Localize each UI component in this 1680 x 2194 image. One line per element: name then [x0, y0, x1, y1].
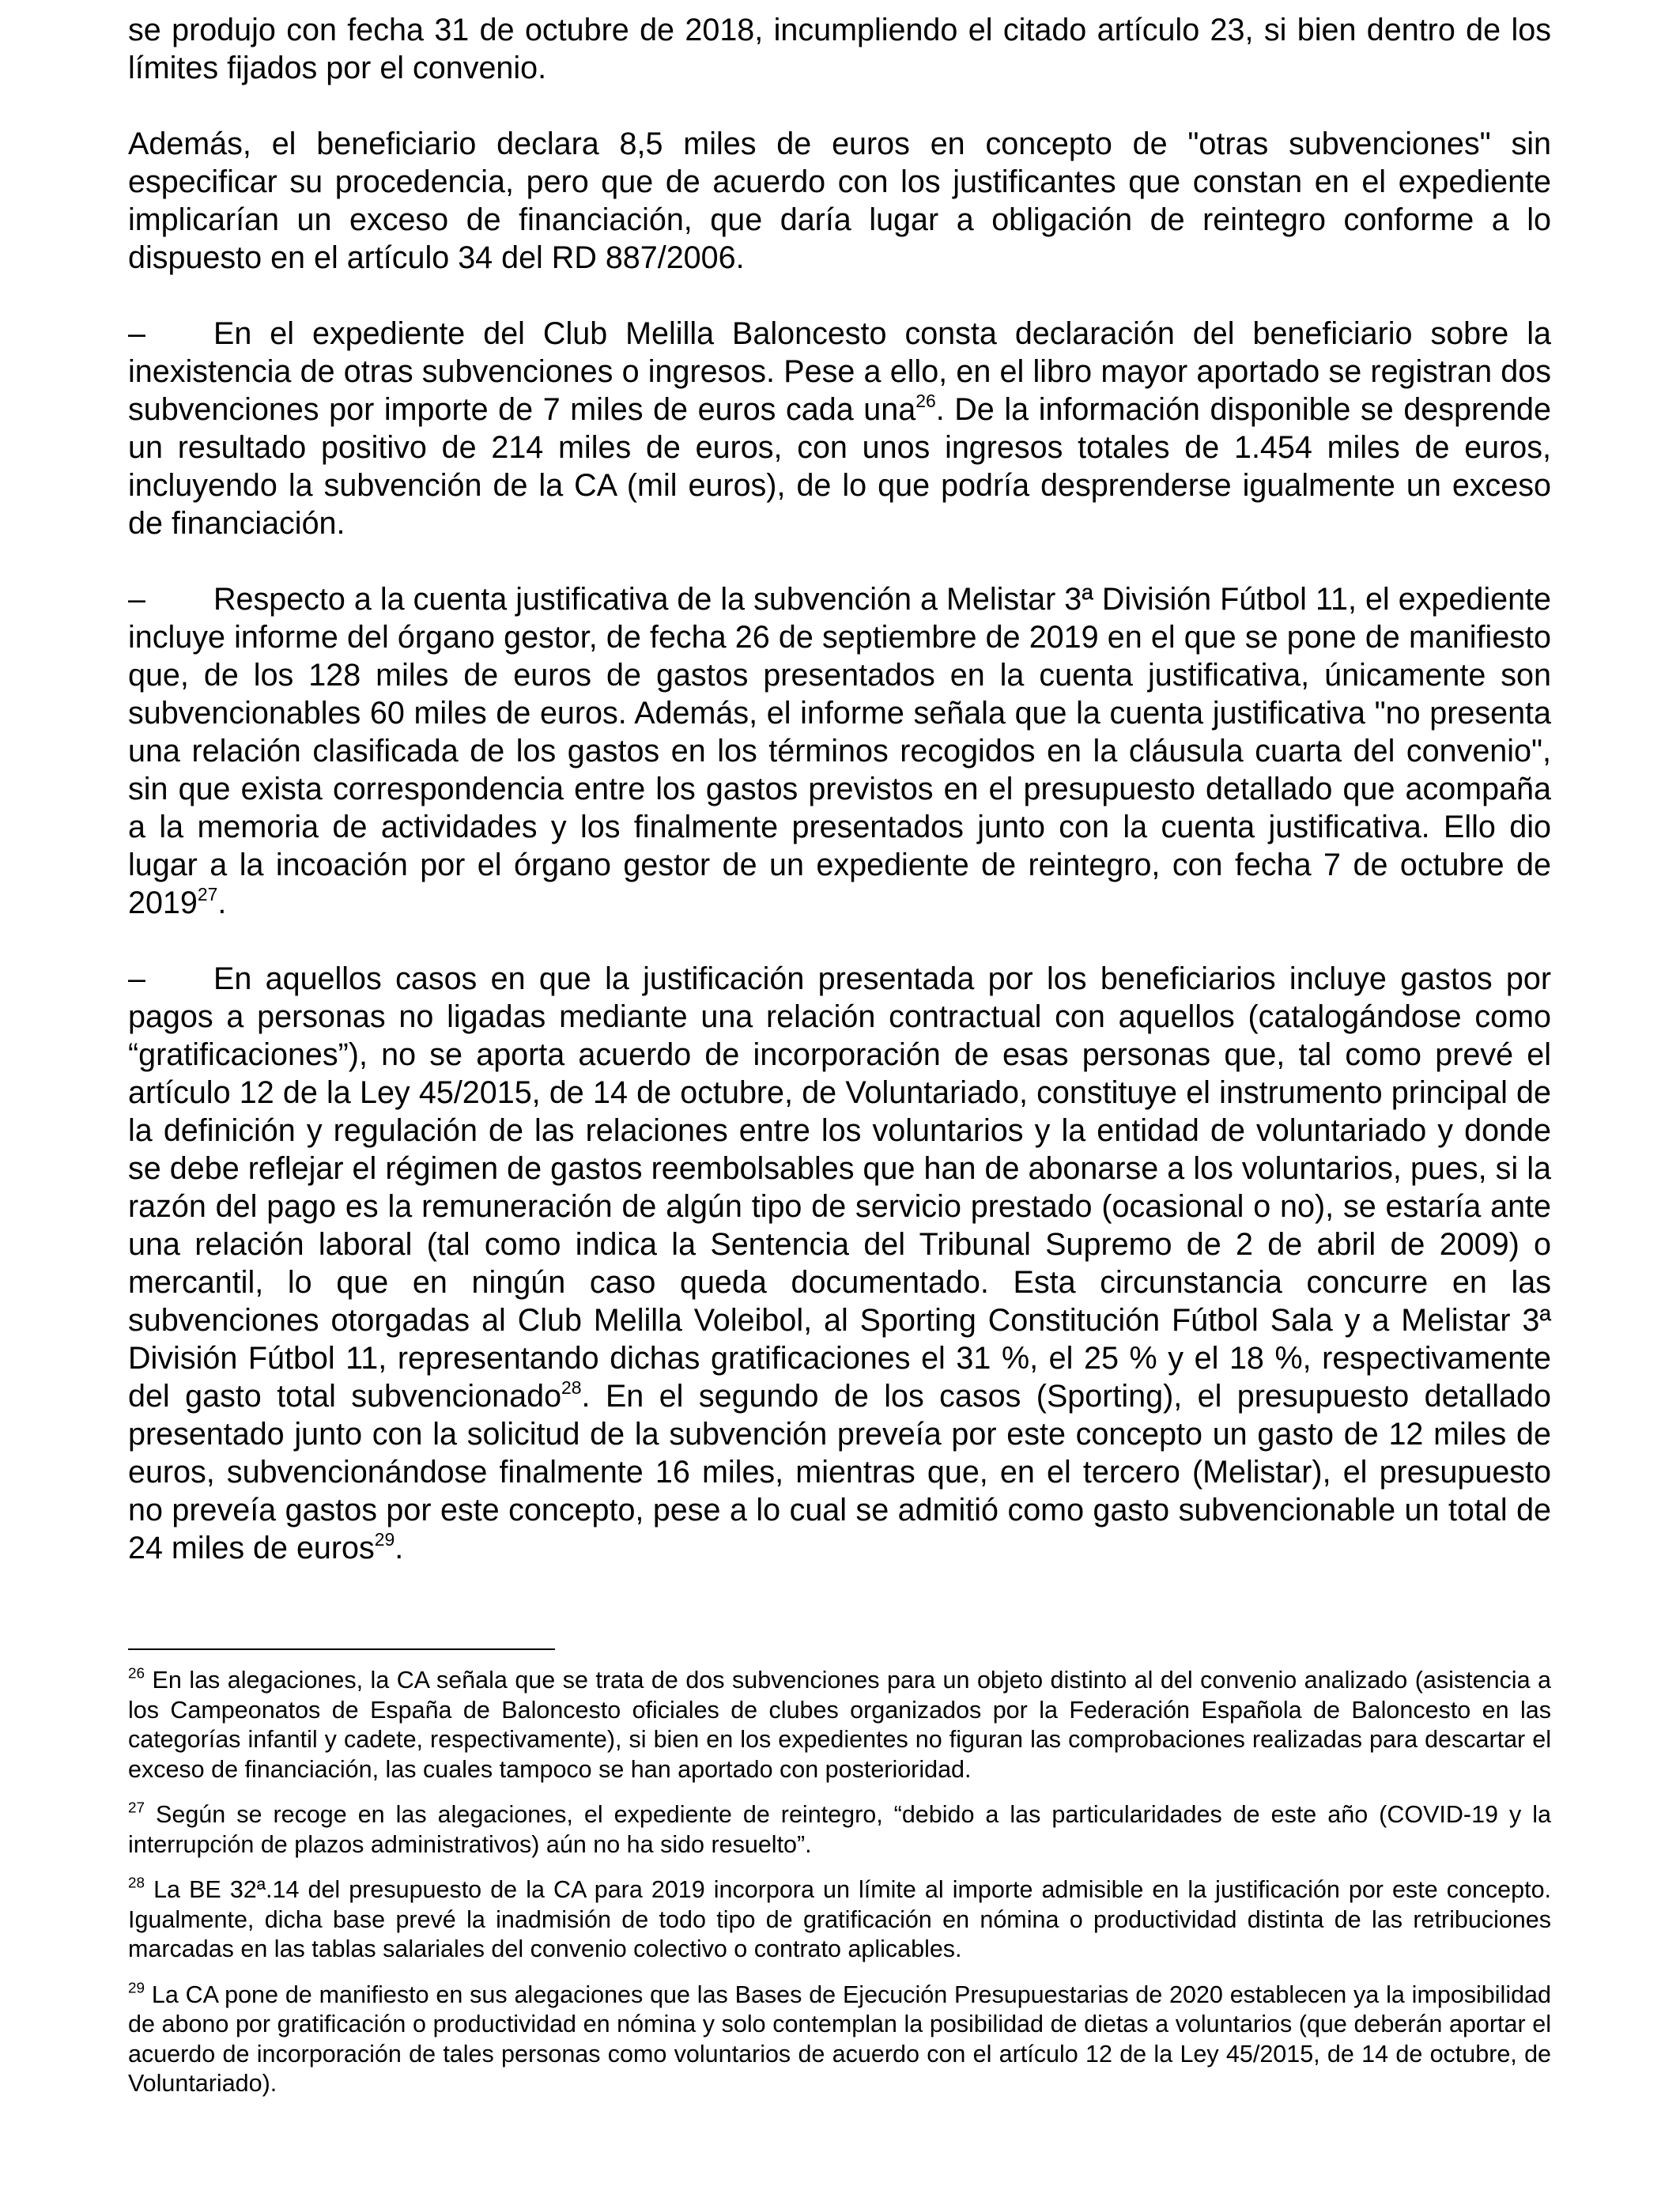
bullet-gratificaciones: [128, 960, 1551, 1567]
bullet-dash: –: [128, 582, 145, 617]
footnote-number: 26: [128, 1665, 145, 1682]
footnote-28: [128, 1875, 1551, 1965]
bullet-dash: –: [128, 316, 145, 351]
footnote-ref-29[interactable]: 29: [374, 1528, 395, 1550]
paragraph-text: Respecto a la cuenta justificativa de la subvención a Melistar 3ª División Fútbol 11, el expediente incluye informe del órgano gestor, de fecha 26 de septiembre de 2019 en el que se pone de manifiesto que, de los 128 miles de euros de gastos presentados en la cuenta justificativa, únicamente son subvencionables 60 miles de euros. Además, el informe señala que la cuenta justificativa "no presenta una relación clasificada de los gastos en los términos recogidos en la cláusula cuarta del convenio", sin que exista correspondencia entre los gastos previstos en el presupuesto detallado que acompaña a la memoria de actividades y los finalmente presentados junto con la cuenta justificativa. Ello dio lugar a la incoación por el órgano gestor de un expediente de reintegro, con fecha 7 de octubre de 2019: [128, 582, 1551, 920]
paragraph-text: se produjo con fecha 31 de octubre de 2018, incumpliendo el citado artículo 23, si bien dentro de los límites fijados por el convenio.: [128, 13, 1551, 85]
footnote-text: Según se recoge en las alegaciones, el expediente de reintegro, “debido a las particularidades de este año (COVID-19 y la interrupción de plazos administrativos) aún no ha sido resuelto”.: [128, 1801, 1551, 1858]
paragraph-text: .: [217, 886, 227, 920]
paragraph-otras-subvenciones: [128, 125, 1551, 277]
paragraph-text: En aquellos casos en que la justificación presentada por los beneficiarios incluye gastos por pagos a personas no ligadas mediante una relación contractual con aquellos (catalogándose como “gratificaciones”), no se aporta acuerdo de incorporación de esas personas que, tal como prevé el artículo 12 de la Ley 45/2015, de 14 de octubre, de Voluntariado, constituye el instrumento principal de la definición y regulación de las relaciones entre los voluntarios y la entidad de voluntariado y donde se debe reflejar el régimen de gastos reembolsables que han de abonarse a los voluntarios, pues, si la razón del pago es la remuneración de algún tipo de servicio prestado (ocasional o no), se estaría ante una relación laboral (tal como indica la Sentencia del Tribunal Supremo de 2 de abril de 2009) o mercantil, lo que en ningún caso queda documentado. Esta circunstancia concurre en las subvenciones otorgadas al Club Melilla Voleibol, al Sporting Constitución Fútbol Sala y a Melistar 3ª División Fútbol 11, representando dichas gratificaciones el 31 %, el 25 % y el 18 %, respectivamente del gasto total subvencionado: [128, 961, 1551, 1414]
footnote-text: En las alegaciones, la CA señala que se trata de dos subvenciones para un objeto distinto al del convenio analizado (asistencia a los Campeonatos de España de Baloncesto oficiales de clubes organizados por la Federación Española de Baloncesto en las categorías infantil y cadete, respectivamente), si bien en los expedientes no figuran las comprobaciones realizadas para descartar el exceso de financiación, las cuales tampoco se han aportado con posterioridad.: [128, 1667, 1551, 1783]
footnote-number: 29: [128, 1980, 145, 1997]
footnote-ref-28[interactable]: 28: [561, 1376, 582, 1398]
paragraph-text: .: [395, 1531, 404, 1565]
footnote-ref-27[interactable]: 27: [197, 883, 218, 904]
bullet-dash: –: [128, 961, 145, 996]
footnote-text: La BE 32ª.14 del presupuesto de la CA para 2019 incorpora un límite al importe admisible en la justificación por este concepto. Igualmente, dicha base prevé la inadmisión de todo tipo de gratificación en nómina o productividad distinta de las retribuciones marcadas en las tablas salariales del convenio colectivo o contrato aplicables.: [128, 1876, 1551, 1962]
footnotes: [128, 1666, 1551, 2115]
footnote-text: La CA pone de manifiesto en sus alegaciones que las Bases de Ejecución Presupuestarias de 2020 establecen ya la imposibilidad de abono por gratificación o productividad en nómina y solo contemplan la posibilidad de dietas a voluntarios (que deberán aportar el acuerdo de incorporación de tales personas como voluntarios de acuerdo con el artículo 12 de la Ley 45/2015, de 14 de octubre, de Voluntariado).: [128, 1981, 1551, 2097]
paragraph-text: . En el segundo de los casos (Sporting), el presupuesto detallado presentado junto con la solicitud de la subvención preveía por este concepto un gasto de 12 miles de euros, subvencionándose finalmente 16 miles, mientras que, en el tercero (Melistar), el presupuesto no preveía gastos por este concepto, pese a lo cual se admitió como gasto subvencionable un total de 24 miles de euros: [128, 1379, 1551, 1565]
paragraph-text: . De la información disponible se desprende un resultado positivo de 214 miles de euros, con unos ingresos totales de 1.454 miles de euros, incluyendo la subvención de la CA (mil euros), de lo que podría desprenderse igualmente un exceso de financiación.: [128, 392, 1551, 541]
footnote-separator: [128, 1648, 555, 1650]
footnote-29: [128, 1981, 1551, 2099]
document-page: [128, 11, 1551, 2097]
footnote-number: 28: [128, 1875, 145, 1892]
paragraph-text: En el expediente del Club Melilla Baloncesto consta declaración del beneficiario sobre la inexistencia de otras subvenciones o ingresos. Pese a ello, en el libro mayor aportado se registran dos subvenciones por importe de 7 miles de euros cada una: [128, 316, 1551, 427]
bullet-melistar: [128, 580, 1551, 922]
footnote-ref-26[interactable]: 26: [916, 390, 936, 411]
paragraph-continuation: [128, 11, 1551, 87]
footnote-27: [128, 1800, 1551, 1860]
paragraph-text: Además, el beneficiario declara 8,5 miles de euros en concepto de "otras subvenciones" sin especificar su procedencia, pero que de acuerdo con los justificantes que constan en el expediente implicarían un exceso de financiación, que daría lugar a obligación de reintegro conforme a lo dispuesto en el artículo 34 del RD 887/2006.: [128, 127, 1551, 275]
footnote-26: [128, 1666, 1551, 1784]
bullet-club-melilla-baloncesto: [128, 315, 1551, 542]
footnote-number: 27: [128, 1799, 145, 1817]
